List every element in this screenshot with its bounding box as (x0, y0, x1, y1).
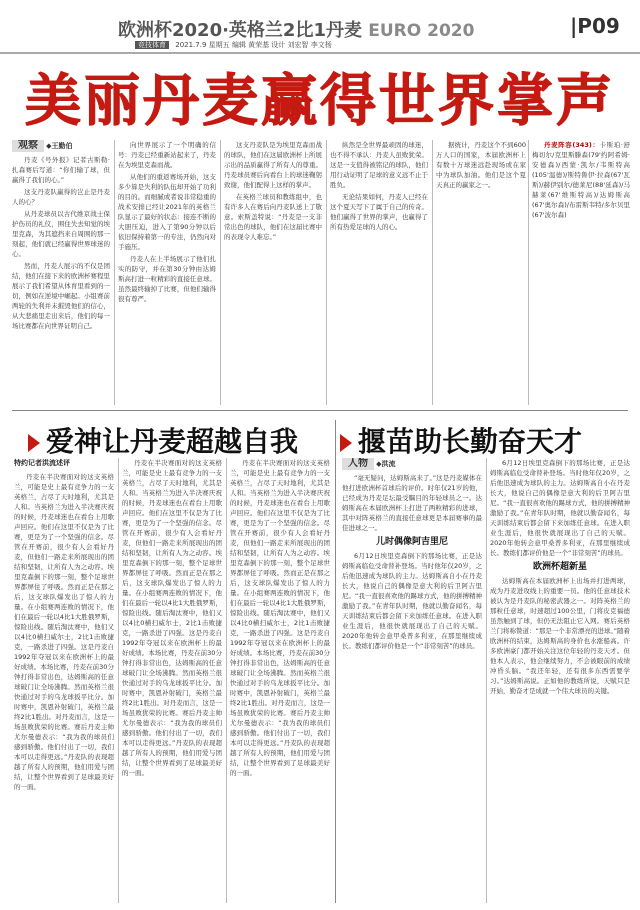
left-column-1 (14, 458, 114, 903)
paragraph: 丹麦《号外报》记者古斯勒·扎森赛后写道：“你们输了球，但赢得了我们的心。” (12, 156, 110, 184)
paragraph: 纵然是全世界最顽固的球迷，也不得不承认：丹麦人虽败犹荣。这是一支值得被铭记的球队，他们用行动证明了足球的意义远不止于胜负。 (330, 141, 428, 189)
edition-info: 2021.7.9 星期五 编辑 黄荣基 设计 刘宏智 李文杨 (175, 41, 332, 49)
observe-column-3 (224, 140, 322, 405)
observe-column-2 (118, 140, 216, 405)
left-title-text: 爱神让丹麦超越自我 (46, 425, 299, 458)
headline-text: 美丽丹麦赢得世界掌声 (25, 69, 615, 134)
left-body-text: 丹麦在半决赛面对的这支英格兰，可能是史上最有竞争力的一支英格兰，占尽了天时地利，尤其是人和。当英格兰为进入半决赛庆祝的时候，丹麦球迷也在看台上用歌声回应。他们在这里不仅是为了比赛，更是为了一个坚强的信念。尽管在开赛前，很少有人会看好丹麦，但他们一路走来所展现出的团结和坚韧，让所有人为之动容。埃里克森倒下的那一刻，整个足球世界都屏住了呼吸。然而正是在那之后，这支球队爆发出了惊人的力量。在小组赛两连败的情况下，他们在最后一轮以4比1大胜俄罗斯，惊险出线。随后淘汰赛中，他们又以4比0横扫威尔士，2比1击败捷克，一路杀进了四强。这是丹麦自1992年夺冠以来在欧洲杯上的最好成绩。本场比赛，丹麦在前30分钟打得非常出色，达姆斯高的任意球破门让全场沸腾。然而英格兰很快通过对手的乌龙球扳平比分。加时赛中，凯恩补射破门，英格兰最终2比1胜出。对丹麦而言，这是一场虽败犹荣的比赛。赛后丹麦主帅尤尔曼德表示：“我为我的球员们感到骄傲。他们付出了一切，我们本可以走得更远。”丹麦队的表现超越了所有人的预期，他们用爱与团结，让整个世界看到了足球最美好的一面。 (14, 473, 114, 791)
left-section-title (28, 420, 298, 460)
right-column-2 (490, 458, 630, 903)
left-body-text-cont: 丹麦在半决赛面对的这支英格兰，可能是史上最有竞争力的一支英格兰，占尽了天时地利，尤其是人和。当英格兰为进入半决赛庆祝的时候，丹麦球迷也在看台上用歌声回应。他们在这里不仅是为了比赛，更是为了一个坚强的信念。尽管在开赛前，很少有人会看好丹麦，但他们一路走来所展现出的团结和坚韧，让所有人为之动容。埃里克森倒下的那一刻，整个足球世界都屏住了呼吸。然而正是在那之后，这支球队爆发出了惊人的力量。在小组赛两连败的情况下，他们在最后一轮以4比1大胜俄罗斯，惊险出线。随后淘汰赛中，他们又以4比0横扫威尔士，2比1击败捷克，一路杀进了四强。这是丹麦自1992年夺冠以来在欧洲杯上的最好成绩。本场比赛，丹麦在前30分钟打得非常出色，达姆斯高的任意球破门让全场沸腾。然而英格兰很快通过对手的乌龙球扳平比分。加时赛中，凯恩补射破门，英格兰最终2比1胜出。对丹麦而言，这是一场虽败犹荣的比赛。赛后丹麦主帅尤尔曼德表示：“我为我的球员们感到骄傲。他们付出了一切，我们本可以走得更远。”丹麦队的表现超越了所有人的预期，他们用爱与团结，让整个世界看到了足球最美好的一面。 (122, 459, 222, 777)
subheading: 欧洲杯超新星 (532, 562, 587, 572)
column-divider (114, 140, 115, 405)
left-column-3 (230, 458, 330, 903)
section-rule (12, 410, 628, 411)
observe-column-6 (532, 140, 630, 405)
main-headline (0, 58, 640, 136)
observe-label: 观察 (12, 140, 44, 152)
column-divider (326, 140, 327, 405)
banner-en: EURO 2020 (368, 21, 475, 41)
arrow-icon (340, 434, 352, 452)
right-intro-text: “毫无疑问，达姆斯高来了。”这是丹麦媒体在他打进欧洲杯首球后的评价。时年仅21岁的他，已经成为丹麦足坛最受瞩目的年轻球员之一。达姆斯高在本届欧洲杯上打进了两粒精彩的进球，其中对阵英格兰的直接任意球更是本届赛事的最佳进球之一。 (342, 474, 482, 532)
column-divider (486, 458, 487, 903)
right-title-text: 揠苗助长勤奋天才 (358, 425, 583, 458)
paragraph: 向世界展示了一个明确的信号：丹麦已经重新站起来了，丹麦在为埃里克森而战。 (118, 141, 216, 169)
person-label: 人物 (342, 458, 374, 470)
arrow-icon (28, 434, 40, 452)
right-column-1 (342, 458, 482, 903)
paragraph: 丹麦人在上半场展示了他们扎实的防守，并在第30分钟由达姆斯高打进一粒精彩的直接任意球。虽然最终输掉了比赛，但他们输得很有尊严。 (118, 255, 216, 303)
left-body-text-cont: 丹麦在半决赛面对的这支英格兰，可能是史上最有竞争力的一支英格兰，占尽了天时地利，尤其是人和。当英格兰为进入半决赛庆祝的时候，丹麦球迷也在看台上用歌声回应。他们在这里不仅是为了比赛，更是为了一个坚强的信念。尽管在开赛前，很少有人会看好丹麦，但他们一路走来所展现出的团结和坚韧，让所有人为之动容。埃里克森倒下的那一刻，整个足球世界都屏住了呼吸。然而正是在那之后，这支球队爆发出了惊人的力量。在小组赛两连败的情况下，他们在最后一轮以4比1大胜俄罗斯，惊险出线。随后淘汰赛中，他们又以4比0横扫威尔士，2比1击败捷克，一路杀进了四强。这是丹麦自1992年夺冠以来在欧洲杯上的最好成绩。本场比赛，丹麦在前30分钟打得非常出色，达姆斯高的任意球破门让全场沸腾。然而英格兰很快通过对手的乌龙球扳平比分。加时赛中，凯恩补射破门，英格兰最终2比1胜出。对丹麦而言，这是一场虽败犹荣的比赛。赛后丹麦主帅尤尔曼德表示：“我为我的球员们感到骄傲。他们付出了一切，我们本可以走得更远。”丹麦队的表现超越了所有人的预期，他们用爱与团结，让整个世界看到了足球最美好的一面。 (230, 459, 330, 777)
paragraph: 从丹麦球员以古代维京战士保护伤员的礼仪，围住失去知觉的埃里克森，为其遮挡来自周围的那一刻起，他们就已经赢得世界球迷的心。 (12, 210, 110, 258)
observe-column-4 (330, 140, 428, 405)
section-tag: 竞技体育 (135, 41, 169, 49)
observe-column-5 (436, 140, 526, 405)
page-number: |P09 (570, 14, 620, 38)
column-divider (118, 458, 119, 903)
header-rule (0, 52, 640, 54)
column-divider (226, 458, 227, 903)
right-body-text-2: 达姆斯高在本届欧洲杯上出场并打进两球，成为丹麦进攻线上的重要一员。他的任意球技术被认为是丹麦队的秘密武器之一。对阵英格兰的那粒任意球，时速超过100公里，门将皮克福德虽然触到了球，但仍无法阻止它入网。赛后英格兰门将称赞道：“那是一个非常漂亮的进球。”随着欧洲杯的结束，达姆斯高的身价也水涨船高。许多欧洲豪门都开始关注这位年轻的丹麦天才。但他本人表示，他会继续努力，不会被眼前的成绩冲昏头脑。“我还年轻，还有很多东西需要学习。”达姆斯高说。正如他的教练所说，天赋只是开始，勤奋才是成就一个伟大球员的关键。 (490, 577, 630, 695)
paragraph: 这支丹麦队是为埃里克森而战的球队，他们在这届欧洲杯上所展示出的品质赢得了所有人的尊重。丹麦球员赛后向看台上的球迷鞠躬致谢，他们配得上这样的掌声。 (224, 141, 322, 189)
edition-meta (135, 40, 332, 50)
observe-column-1 (12, 140, 110, 405)
column-divider (220, 140, 221, 405)
observe-author: ◆王勤伯 (46, 142, 73, 150)
paragraph: 这支丹麦队赢得的岂止是丹麦人的心？ (12, 188, 110, 206)
paragraph: 从他们的重返赛场开始，这支多少算是失利的队伍却开始了功利的目的。而细腻或者说非常稳重的战术安排已经让2021年的英格兰队显示了最好的状态：接连不断的大胆压迫，进入了第90分钟以后依旧保持着第一的专注，仍然向对手施压。 (118, 173, 216, 251)
left-column-2 (122, 458, 222, 903)
lineup-text: 卡斯珀·舒梅切尔/克里斯滕森(79'约阿希姆·安德森)/西蒙·凯尔/韦斯特高(105'温德)/斯特鲁伊·拉森(67'瓦斯)/赫伊别尔/德莱尼(88'延森)/马赫莱(67'维斯特高)/达姆斯高(67'奥尔森)/布雷斯韦特/多尔贝里(67'波尔森) (532, 141, 630, 219)
person-author: ◆洪流 (376, 460, 396, 468)
page-header (0, 0, 640, 56)
column-divider (432, 140, 433, 405)
right-section-title (340, 420, 582, 460)
paragraph: 据统计，丹麦这个不到600万人口的国家，本届欧洲杯上有数十万球迷远赴现场或在家中为球队加油。他们是这个夏天真正的赢家之一。 (436, 141, 526, 189)
right-body-text: 6月12日埃里克森倒下的那场比赛，正是达姆斯高临危受命替补登场。当时他年仅20岁，之后他迅速成为球队的主力。达姆斯高自小在丹麦长大，他说自己的偶像是意大利的后卫阿吉里尼。“我一直很喜欢他的踢球方式，他的拼搏精神激励了我。”在青年队时期，他就以勤奋闻名，每天训练结束后都会留下来加练任意球。在进入职业生涯后，他很快就展现出了自己的天赋。2020年他转会意甲桑普多利亚，在那里继续成长。教练们都评价他是一个“非常刻苦”的球员。 (342, 552, 482, 650)
left-byline: 特约记者洪流述评 (14, 459, 70, 467)
right-body-text-cont: 6月12日埃里克森倒下的那场比赛，正是达姆斯高临危受命替补登场。当时他年仅20岁，之后他迅速成为球队的主力。达姆斯高自小在丹麦长大，他说自己的偶像是意大利的后卫阿吉里尼。“我一直很喜欢他的踢球方式，他的拼搏精神激励了我。”在青年队时期，他就以勤奋闻名，每天训练结束后都会留下来加练任意球。在进入职业生涯后，他很快就展现出了自己的天赋。2020年他转会意甲桑普多利亚，在那里继续成长。教练们都评价他是一个“非常刻苦”的球员。 (490, 459, 630, 557)
subheading: 儿时偶像阿吉里尼 (375, 537, 448, 547)
section-banner (118, 16, 474, 42)
lineup-label: 丹麦阵容(343)： (544, 141, 600, 149)
banner-title: 欧洲杯2020·英格兰2比1丹麦 (118, 20, 362, 41)
column-divider (528, 140, 529, 405)
paragraph: 然而，丹麦人展示的不仅是团结，他们在接下来的欧洲杯赛程里展示了我们希望从体育里看到的一切，例如在逆境中崛起。小组赛前两轮的失利并未摧毁他们的信心，从大悲痛里走出来后，他们的每一场比赛都在向世界证明自己。 (12, 262, 110, 330)
paragraph: 在英格兰球员和教练组中，也有许多人在赛后向丹麦队送上了敬意。索斯盖特说：“丹麦是一支非常出色的球队，他们在这届比赛中的表现令人难忘。” (224, 193, 322, 241)
section-divider (335, 420, 336, 903)
paragraph: 无论结果如何，丹麦人已经在这个夏天写下了属于自己的传奇。他们赢得了世界的掌声，也赢得了所有热爱足球的人的心。 (330, 193, 428, 231)
